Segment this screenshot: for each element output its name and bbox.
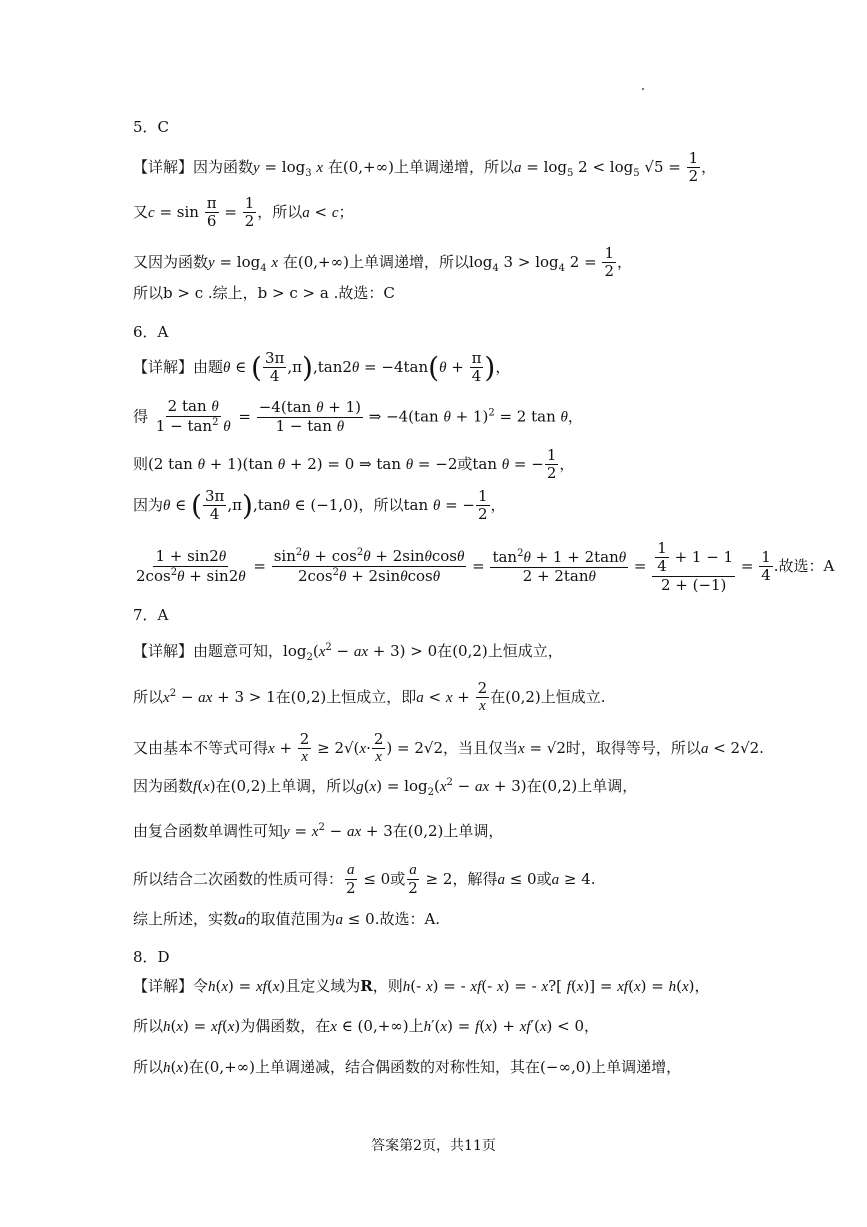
q6-number: 6．A bbox=[133, 323, 169, 341]
q8-line1: 【详解】令h(x) = xf(x)且定义域为R，则h(- x) = - xf(- x) = - x?[ f(x)] = xf(x) = h(x)， bbox=[133, 977, 710, 995]
q7-line3: 又由基本不等式可得x + $\frac{2}{x}$ ≥ 2√(x· $\frac{2}{x}$ ) = 2√2，当且仅当x = √2时，取得等号，所以a < 2√2. bbox=[133, 730, 764, 766]
q5-line3: 又因为函数$y = \log_4 x$ 在(0,+∞)上单调递增，所以$\log_4 3 > \log_4 2$ = $\frac{1}{2}$ ， bbox=[133, 244, 632, 281]
q6-line4: 因为θ ∈ ( $\frac{3\pi}{4}$ ,π),tanθ ∈ (−1,0)，所以tan θ = − $\frac{1}{2}$ ， bbox=[133, 487, 506, 524]
page-footer: 答案第2页，共11页 bbox=[371, 1138, 496, 1154]
q7-line2: 所以$x^2$ − ax + 3 > 1在(0,2)上恒成立，即a < x + $\frac{2}{x}$ 在(0,2)上恒成立. bbox=[133, 679, 606, 715]
q5-line1: 【详解】因为函数$y = \log_3 x$ 在(0,+∞)上单调递增，所以$a = \log_5 2 < \log_5 √5$ = $\frac{1}{2}$ ， bbox=[133, 149, 717, 186]
q6-line5: $\frac{1 + \sin 2\theta}{2\cos^2\theta + \sin 2\theta}$ = $\frac{\sin^2\theta + \cos^2\theta + 2\sin\theta\cos\theta}{2\cos^2\theta + 2\sin\theta\cos\theta}$ = $\frac{\tan^2\theta + 1 + 2\tan\theta}{2 + 2\tan\theta}$ = $\frac{1}{4}$ + 1 − 1 2 + (−1) = $\frac{1}{4}$ .故选：A bbox=[136, 539, 835, 594]
q7-number: 7．A bbox=[133, 606, 169, 624]
q7-line5: 由复合函数单调性可知$y = x^2$ − ax + 3在(0,2)上单调， bbox=[133, 822, 504, 840]
q6-line1: 【详解】由题θ ∈ ( $\frac{3\pi}{4}$ ,π),tan2θ = −4tan(θ + $\frac{\pi}{4}$ )， bbox=[133, 349, 511, 386]
q6-line2: 得 $\frac{\text{2 tan θ}}{1 - \tan^2 \theta}$ = $\frac{\text{−4(tan θ + 1)}}{\text{1 − tan θ}}$ ⇒ −4(tan θ + 1)$^2$ = 2 tan θ， bbox=[133, 397, 583, 436]
q5-number: 5．C bbox=[133, 118, 170, 136]
q7-line7: 综上所述，实数a的取值范围为a ≤ 0.故选：A. bbox=[133, 910, 441, 928]
q8-line3: 所以h(x)在(0,+∞)上单调递减，结合偶函数的对称性知，其在(−∞,0)上单调递增， bbox=[133, 1058, 682, 1076]
q8-line2: 所以h(x) = xf(x)为偶函数，在x ∈ (0,+∞)上h′(x) = f(x) + xf′(x) < 0， bbox=[133, 1017, 600, 1035]
q5-line4: 所以b > c .综上，b > c > a .故选：C bbox=[133, 284, 395, 302]
q5-line2: 又c = sin $\frac{\pi}{6}$ = $\frac{1}{2}$ ，所以a < c； bbox=[133, 194, 354, 231]
page-speck bbox=[642, 88, 644, 90]
q7-line1: 【详解】由题意可知，$\log_2(x^2$ − ax + 3) > 0在(0,2)上恒成立， bbox=[133, 642, 563, 663]
q8-number: 8．D bbox=[133, 948, 170, 966]
q6-line3: 则(2 tan θ + 1)(tan θ + 2) = 0 ⇒ tan θ = −2或tan θ = − $\frac{1}{2}$ ， bbox=[133, 446, 575, 483]
q7-line6: 所以结合二次函数的性质可得： $\frac{a}{2}$ ≤ 0或 $\frac{a}{2}$ ≥ 2，解得a ≤ 0或a ≥ 4. bbox=[133, 862, 596, 898]
q7-line4: 因为函数f(x)在(0,2)上单调，所以$g(x) = \log_2(x^2$ − ax + 3)在(0,2)上单调， bbox=[133, 777, 638, 798]
